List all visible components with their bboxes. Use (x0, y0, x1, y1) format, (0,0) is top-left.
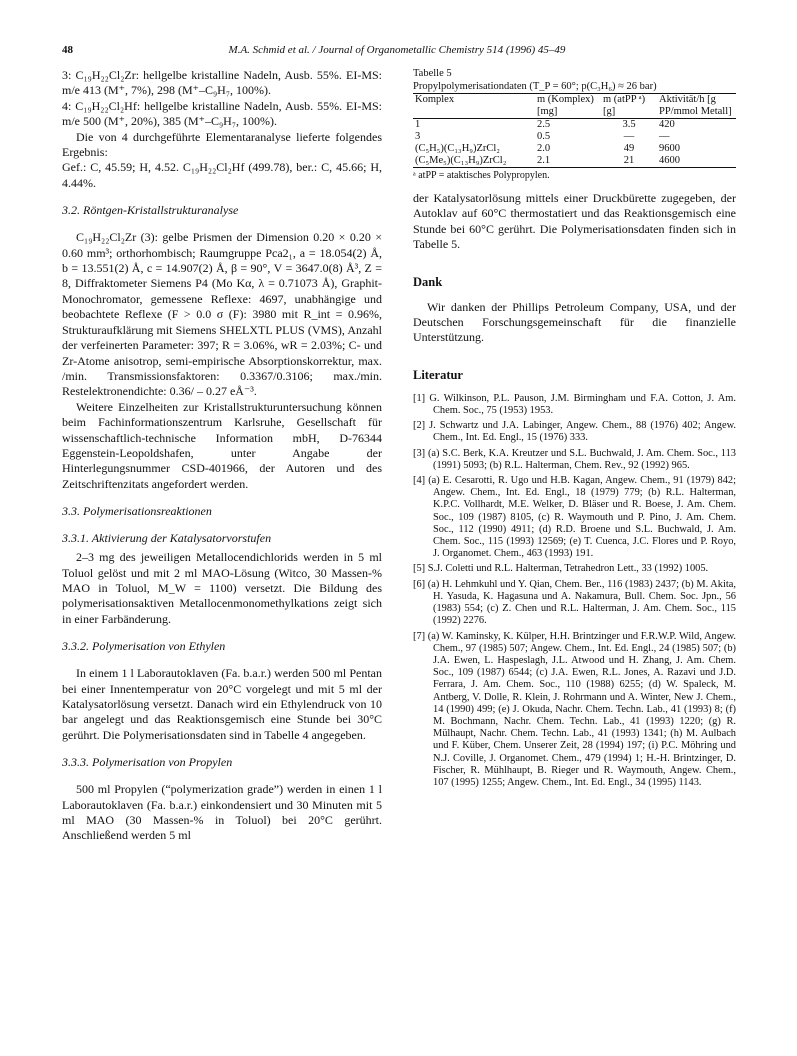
table-cell: 4600 (657, 155, 736, 168)
continuation-paragraph: der Katalysatorlösung mittels einer Druckbürette zugegeben, der Autoklav auf 60°C thermostatiert und das Reaktionsgemisch eine Stunde bei 60°C gerührt. Die Polymerisationsdaten finden sich in Tabelle 5. (413, 191, 736, 252)
propylene-paragraph: 500 ml Propylen (“polymerization grade”) werden in einen 1 l Laborautoklaven (Fa. b.a.r.) einkondensiert und 30 Minuten mit 5 ml MAO (30 Massen-% in Toluol) bei 20°C gerührt. Anschließend werden 5 ml (62, 782, 382, 843)
compound-3-data: 3: C₁₉H₂₂Cl₂Zr: hellgelbe kristalline Nadeln, Ausb. 55%. EI-MS: m/e 413 (M⁺, 7%), 298 (M⁺–C₉H₇, 100%). (62, 68, 382, 98)
reference-item: [5] S.J. Coletti und R.L. Halterman, Tetrahedron Lett., 33 (1992) 1005. (413, 563, 709, 575)
table-cell: 3.5 (622, 119, 636, 130)
acknowledgement-heading: Dank (413, 274, 443, 289)
table-row (413, 131, 736, 143)
table-cell: 49 (623, 143, 635, 154)
table-row (413, 119, 736, 132)
table-row (413, 143, 736, 155)
table-row (413, 155, 736, 168)
reference-item: [6] (a) H. Lehmkuhl und Y. Qian, Chem. Ber., 116 (1983) 2437; (b) M. Akita, H. Yasuda, K. Hagasuna und A. Nakamura, Bull. Chem. Soc. Jpn., 56 (1983) 554; (c) Z. Chen und R.L. Halterman, J. Am. Chem. Soc., 115 (1992) 2276. (413, 578, 736, 627)
table-cell: 3 (415, 131, 421, 142)
table-cell: 2.1 (535, 155, 601, 168)
section-3-3-2-heading: 3.3.2. Polymerisation von Ethylen (62, 639, 226, 654)
section-3-3-1-heading: 3.3.1. Aktivierung der Katalysatorvorstufen (62, 531, 272, 546)
reference-item: [4] (a) E. Cesarotti, R. Ugo und H.B. Kagan, Angew. Chem., 91 (1979) 842; Angew. Chem., Int. Ed. Engl., 18 (1979) 779; (b) R.L. Halterman, K.P.C. Vollhardt, M.E. Welker, D. Bläser und R. Boese, J. Am. Chem. Soc., 109 (1987) 8105, (c) R. Waymouth und P. Pino, J. Am. Chem. Soc., 112 (1990) 4911; (d) R.D. Broene und S.L. Buchwald, J. Am. Chem. Soc., 115 (1993) 12569; (e) T. Cuenca, J.C. Flores und P. Royo, J. Organomet. Chem., 463 (1993) 191. (413, 475, 736, 560)
table-5-title: Propylpolymerisationdaten (T_P = 60°; p(C₃H₆) ≈ 26 bar) (413, 80, 657, 92)
table-cell: 0.5 (537, 131, 551, 142)
page-number: 48 (62, 44, 73, 56)
table-5-label: Tabelle 5 (413, 68, 452, 79)
section-3-3-heading: 3.3. Polymerisationsreaktionen (62, 504, 212, 519)
elemental-analysis-result: Gef.: C, 45.59; H, 4.52. C₁₉H₂₂Cl₂Hf (499.78), ber.: C, 45.66; H, 4.44%. (62, 160, 382, 190)
table-cell: — (659, 131, 670, 142)
reference-item: [3] (a) S.C. Berk, K.A. Kreutzer und S.L. Buchwald, J. Am. Chem. Soc., 113 (1991) 5093; (b) R.L. Halterman, Chem. Rev., 92 (1992) 965. (413, 447, 736, 471)
page-header (62, 44, 732, 60)
left-column (62, 68, 382, 844)
table-cell: 420 (659, 119, 675, 130)
reference-item: [7] (a) W. Kaminsky, K. Külper, H.H. Brintzinger und F.R.W.P. Wild, Angew. Chem., 97 (1985) 507; Angew. Chem., Int. Ed. Engl., 24 (1985) 507; (b) J.A. Ewen, L. Haspeslagh, J.L. Atwood und H. Zhang, J. Am. Chem. Soc., 109 (1987) 6544; (c) J.A. Ewen, R.L. Jones, A. Razavi und J.D. Ferrara, J. Am. Chem. Soc., 110 (1988) 6255; (d) W. Spaleck, M. Antberg, V. Dolle, R. Klein, J. Rohrmann und A. Winter, New J. Chem., 14 (1990) 499; (e) J. Okuda, Nachr. Chem. Techn. Lab., 41 (1993) 8; (f) M. Bochmann, Nachr. Chem. Techn. Lab., 41 (1993) 1220; (g) R. Mülhaupt, Nachr. Chem. Techn. Lab., 41 (1993) 1341; (h) M. Aulbach und F. Küber, Chem. Unserer Zeit, 28 (1994) 197; (i) P.C. Möhring und N.J. Coville, J. Organomet. Chem., 479 (1994) 1; H.-H. Brintzinger, D. Fischer, R. Mühlhaupt, B. Rieger und R. Waymouth, Angew. Chem., 107 (1995) 1255; Angew. Chem., Int. Ed. Engl., 34 (1995) 1143. (413, 630, 736, 788)
table-header-cell: Komplex (413, 94, 535, 119)
running-title: M.A. Schmid et al. / Journal of Organometallic Chemistry 514 (1996) 45–49 (228, 44, 566, 56)
compound-4-data: 4: C₁₉H₂₂Cl₂Hf: hellgelbe kristalline Nadeln, Ausb. 55%. EI-MS: m/e 500 (M⁺, 20%), 385 (M⁺–C₉H₇, 100%). (62, 98, 382, 129)
table-cell: 21 (601, 155, 657, 168)
table-cell: (C₅H₅)(C₁₃H₉)ZrCl₂ (415, 143, 500, 154)
table-5 (413, 68, 736, 181)
table-5-grid (413, 93, 736, 168)
table-cell: 1 (415, 119, 421, 130)
table-cell: 9600 (659, 143, 680, 154)
ethylene-paragraph: In einem 1 l Laborautoklaven (Fa. b.a.r.) werden 500 ml Pentan bei einer Innentemperatur von 20°C vorgelegt und mit 5 ml der Katalysatorlösung versetzt. Danach wird ein Ethylendruck von 10 bar angelegt und das Reaktionsgemisch eine Stunde bei 30°C gerührt. Die Polymerisationsdaten sind in Tabelle 4 angegeben. (62, 666, 382, 742)
right-column (413, 68, 736, 792)
references-heading: Literatur (413, 367, 463, 382)
table-cell: 2.5 (537, 119, 551, 130)
acknowledgement-text: Wir danken der Phillips Petroleum Company, USA, und der Deutschen Forschungsgemeinschaft für die finanzielle Unterstützung. (413, 299, 736, 345)
reference-item: [2] J. Schwartz und J.A. Labinger, Angew. Chem., 88 (1976) 402; Angew. Chem., Int. Ed. Engl., 15 (1976) 333. (413, 420, 736, 444)
table-header-cell: m (Komplex) [mg] (535, 94, 601, 119)
table-cell: (C₅Me₅)(C₁₃H₉)ZrCl₂ (413, 155, 535, 168)
activation-paragraph: 2–3 mg des jeweiligen Metallocendichlorids werden in 5 ml Toluol gelöst und mit 2 ml MAO-Lösung (Witco, 30 Massen-% MAO in Toluol, M_W = 1100) versetzt. Die Bildung des polymerisationsaktiven Metallocenmonomethylkations zeigt sich in einer Farbänderung. (62, 550, 382, 626)
elemental-analysis-intro: Die von 4 durchgeführte Elementaranalyse lieferte folgendes Ergebnis: (62, 129, 382, 160)
table-header-cell: Aktivität/h [g PP/mmol Metall] (657, 94, 736, 119)
table-cell: 2.0 (537, 143, 551, 154)
reference-list (413, 393, 736, 789)
xray-paragraph: C₁₉H₂₂Cl₂Zr (3): gelbe Prismen der Dimension 0.20 × 0.20 × 0.60 mm³; orthorhombisch; Raumgruppe Pca2₁, a = 18.054(2) Å, b = 13.551(2) Å, c = 14.907(2) Å, β = 90°, V = 3647.0(8) Å³, Z = 8, Diffraktometer Siemens P4 (Mo Kα, λ = 0.71073 Å), Graphit-Monochromator, gemessene Reflexe: 4697, unabhängige und beobachtete Reflexe (F > 0.0 σ (F): 3980 mit R_int = 0.96%, Strukturaufklärung mit Siemens SHELXTL PLUS (VMS), Anzahl der verfeinerten Parameter: 397; R = 3.06%, wR = 2.03%; C- und Zr-Atome anisotrop, semi-empirische Absorptionskorrektur, max. /min. Transmissionsfaktoren: 0.3367/0.3106; max./min. Restelektronendichte: 0.36/ – 0.27 eÅ⁻³. (62, 230, 382, 399)
table-cell: — (623, 131, 635, 142)
section-3-2-heading: 3.2. Röntgen-Kristallstrukturanalyse (62, 203, 239, 218)
reference-item: [1] G. Wilkinson, P.L. Pauson, J.M. Birmingham und F.A. Cotton, J. Am. Chem. Soc., 75 (1953) 1953. (413, 392, 736, 417)
deposition-paragraph: Weitere Einzelheiten zur Kristallstrukturuntersuchung können beim Fachinformationszentrum Karlsruhe, Gesellschaft für wissenschaftlich-technische Information mbH, D-76344 Eggenstein-Leopoldshafen, unter Angabe der Hinterlegungsnummer CSD-401966, der Autoren und des Zeitschriftenzitats angefordert werden. (62, 399, 382, 491)
table-5-footnote: ᵃ atPP = ataktisches Polypropylen. (413, 170, 550, 181)
table-header-cell: m (atPP ᵃ) [g] (601, 94, 657, 119)
section-3-3-3-heading: 3.3.3. Polymerisation von Propylen (62, 755, 233, 770)
